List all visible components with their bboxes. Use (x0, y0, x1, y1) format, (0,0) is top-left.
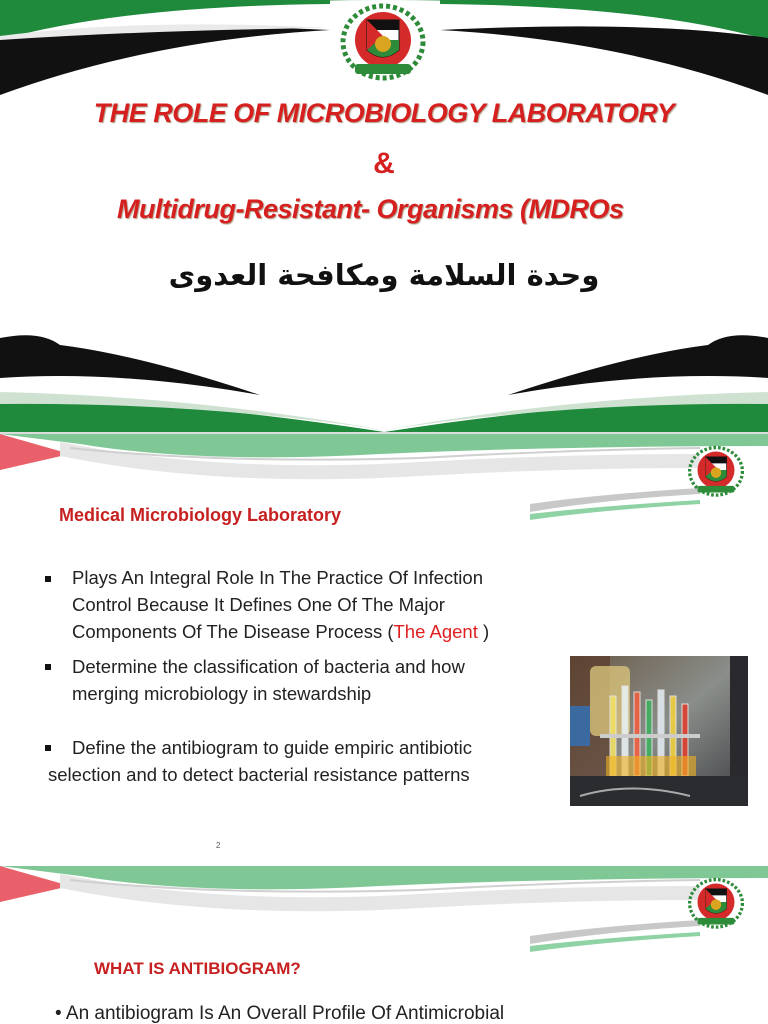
bullet-1 (72, 564, 489, 645)
ministry-emblem-icon (333, 2, 433, 84)
lab-test-tubes-photo (570, 656, 748, 806)
bullet-1-line-2: Control Because It Defines One Of The Major (72, 594, 445, 615)
slide-heading: WHAT IS ANTIBIOGRAM? (94, 959, 301, 978)
slide-title-line2: Multidrug-Resistant- Organisms (MDROs (117, 194, 624, 224)
slide-title-line1: THE ROLE OF MICROBIOLOGY LABORATORY (93, 98, 675, 128)
bullet-2-line-2: merging microbiology in stewardship (72, 683, 372, 704)
bullet-2-line-1: Determine the classification of bacteria and how (72, 656, 465, 677)
page-number: 2 (216, 841, 221, 850)
slide-heading: Medical Microbiology Laboratory (59, 505, 342, 525)
bullet-1-line-3-text: Components Of The Disease Process ( (72, 621, 394, 642)
bullet-1-text: An antibiogram Is An Overall Profile Of Antimicrobial (65, 1003, 505, 1024)
arabic-subtitle: وحدة السلامة ومكافحة العدوى (168, 258, 600, 292)
bullet-1-line-3 (72, 618, 489, 645)
bullet-square-icon (45, 664, 51, 670)
bullet-3-line-2: selection and to detect bacterial resistance patterns (48, 764, 470, 785)
slide-title-ampersand: & (373, 147, 395, 180)
bullet-1-line-1: Plays An Integral Role In The Practice Of Infection (72, 567, 483, 588)
title-slide (0, 0, 768, 432)
content-slide-3 (0, 866, 768, 1024)
bullet-1 (55, 1003, 504, 1024)
bullet-3-line-1: Define the antibiogram to guide empiric antibiotic (72, 737, 473, 758)
bullet-1-line-3-end: ) (477, 621, 490, 642)
ministry-emblem-icon (683, 872, 749, 936)
bullet-square-icon (45, 576, 51, 582)
bullet-2 (72, 653, 465, 707)
slide-header-banner (0, 866, 768, 961)
ministry-emblem-icon (683, 440, 749, 504)
bullet-square-icon (45, 745, 51, 751)
the-agent-highlight: The Agent (393, 621, 478, 642)
content-slide-2 (0, 434, 768, 866)
bullet-dot-icon: • (55, 1003, 66, 1024)
